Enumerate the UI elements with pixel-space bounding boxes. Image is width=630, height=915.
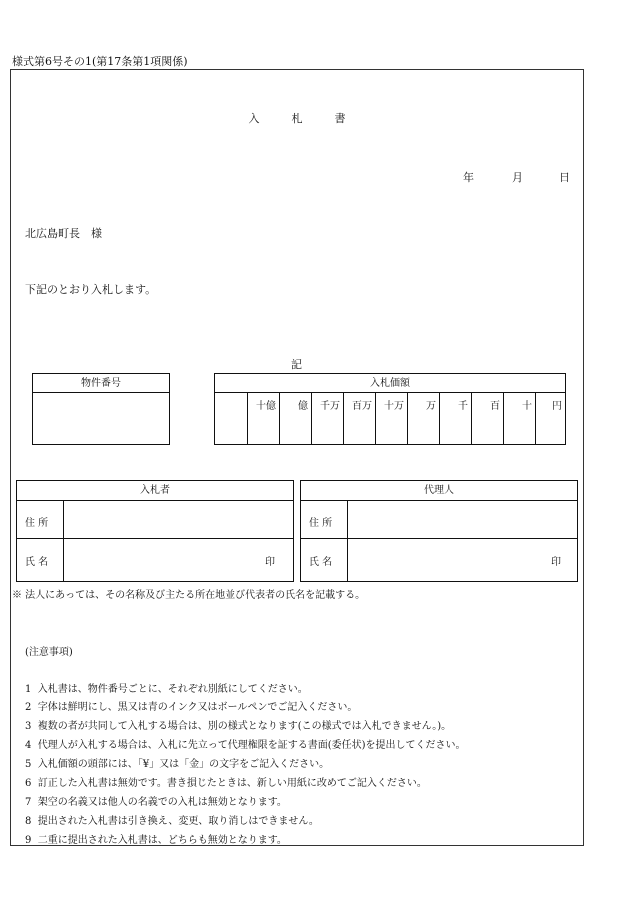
digit-cell-sen[interactable]: 千 (439, 393, 471, 444)
date-year: 年 (463, 171, 474, 184)
title-char-1: 入 (248, 112, 260, 125)
digit-cell-juu[interactable]: 十 (503, 393, 535, 444)
property-number-header: 物件番号 (33, 374, 169, 393)
digit-cell-lead[interactable] (215, 393, 247, 444)
addressee: 北広島町長 様 (25, 227, 102, 240)
agent-header: 代理人 (301, 481, 577, 501)
digit-cell-hyaku[interactable]: 百 (471, 393, 503, 444)
bidder-header: 入札者 (17, 481, 293, 501)
note-item: 6 訂正した入札書は無効です。書き損じたときは、新しい用紙に改めてご記入ください。 (25, 778, 427, 789)
note-item: 5 入札価額の頭部には、「¥」又は「金」の文字をご記入ください。 (25, 759, 330, 770)
note-item: 1 入札書は、物件番号ごとに、それぞれ別紙にしてください。 (25, 684, 308, 695)
document-title (0, 110, 594, 126)
intro-text: 下記のとおり入札します。 (25, 283, 157, 296)
note-item: 2 字体は鮮明にし、黒又は青のインク又はボールペンでご記入ください。 (25, 702, 358, 713)
digit-cell-oku[interactable]: 億 (279, 393, 311, 444)
date-day: 日 (559, 171, 570, 184)
digit-cell-juuoku[interactable]: 十億 (247, 393, 279, 444)
digit-cell-senman[interactable]: 千万 (311, 393, 343, 444)
bidder-name-label: 氏 名 (25, 557, 49, 568)
digit-cell-man[interactable]: 万 (407, 393, 439, 444)
title-char-2: 札 (291, 112, 303, 125)
ki-label: 記 (291, 358, 302, 371)
bidder-address-field[interactable] (64, 502, 293, 538)
digit-cell-juuman[interactable]: 十万 (375, 393, 407, 444)
agent-box (300, 480, 578, 582)
title-char-3: 書 (334, 112, 346, 125)
bidder-name-field[interactable] (64, 539, 293, 581)
notes-title: (注意事項) (25, 647, 73, 658)
agent-address-field[interactable] (348, 502, 577, 538)
date-month: 月 (512, 171, 523, 184)
bidder-seal: 印 (265, 557, 275, 568)
property-number-field[interactable] (33, 393, 169, 444)
bid-amount-box (214, 373, 566, 445)
note-item: 7 架空の名義又は他人の名義での入札は無効となります。 (25, 797, 287, 808)
note-item: 8 提出された入札書は引き換え、変更、取り消しはできません。 (25, 816, 319, 827)
bidder-address-label: 住 所 (25, 518, 49, 529)
note-item: 3 複数の者が共同して入札する場合は、別の様式となります(この様式では入札できません。)。 (25, 721, 452, 732)
digit-cell-hyakuman[interactable]: 百万 (343, 393, 375, 444)
agent-name-label: 氏 名 (309, 557, 333, 568)
corporation-note: ※ 法人にあっては、その名称及び主たる所在地並び代表者の氏名を記載する。 (12, 590, 366, 601)
agent-address-label: 住 所 (309, 518, 333, 529)
bid-amount-header: 入札価額 (215, 374, 565, 393)
agent-seal: 印 (551, 557, 561, 568)
note-item: 4 代理人が入札する場合は、入札に先立って代理権限を証する書面(委任状)を提出してください。 (25, 740, 466, 751)
digit-cell-en[interactable]: 円 (535, 393, 565, 444)
agent-name-field[interactable] (348, 539, 577, 581)
bidder-box (16, 480, 294, 582)
property-number-box (32, 373, 170, 445)
form-label: 様式第6号その1(第17条第1項関係) (12, 55, 188, 68)
bid-amount-digits[interactable] (215, 393, 565, 444)
note-item: 9 二重に提出された入札書は、どちらも無効となります。 (25, 835, 287, 846)
